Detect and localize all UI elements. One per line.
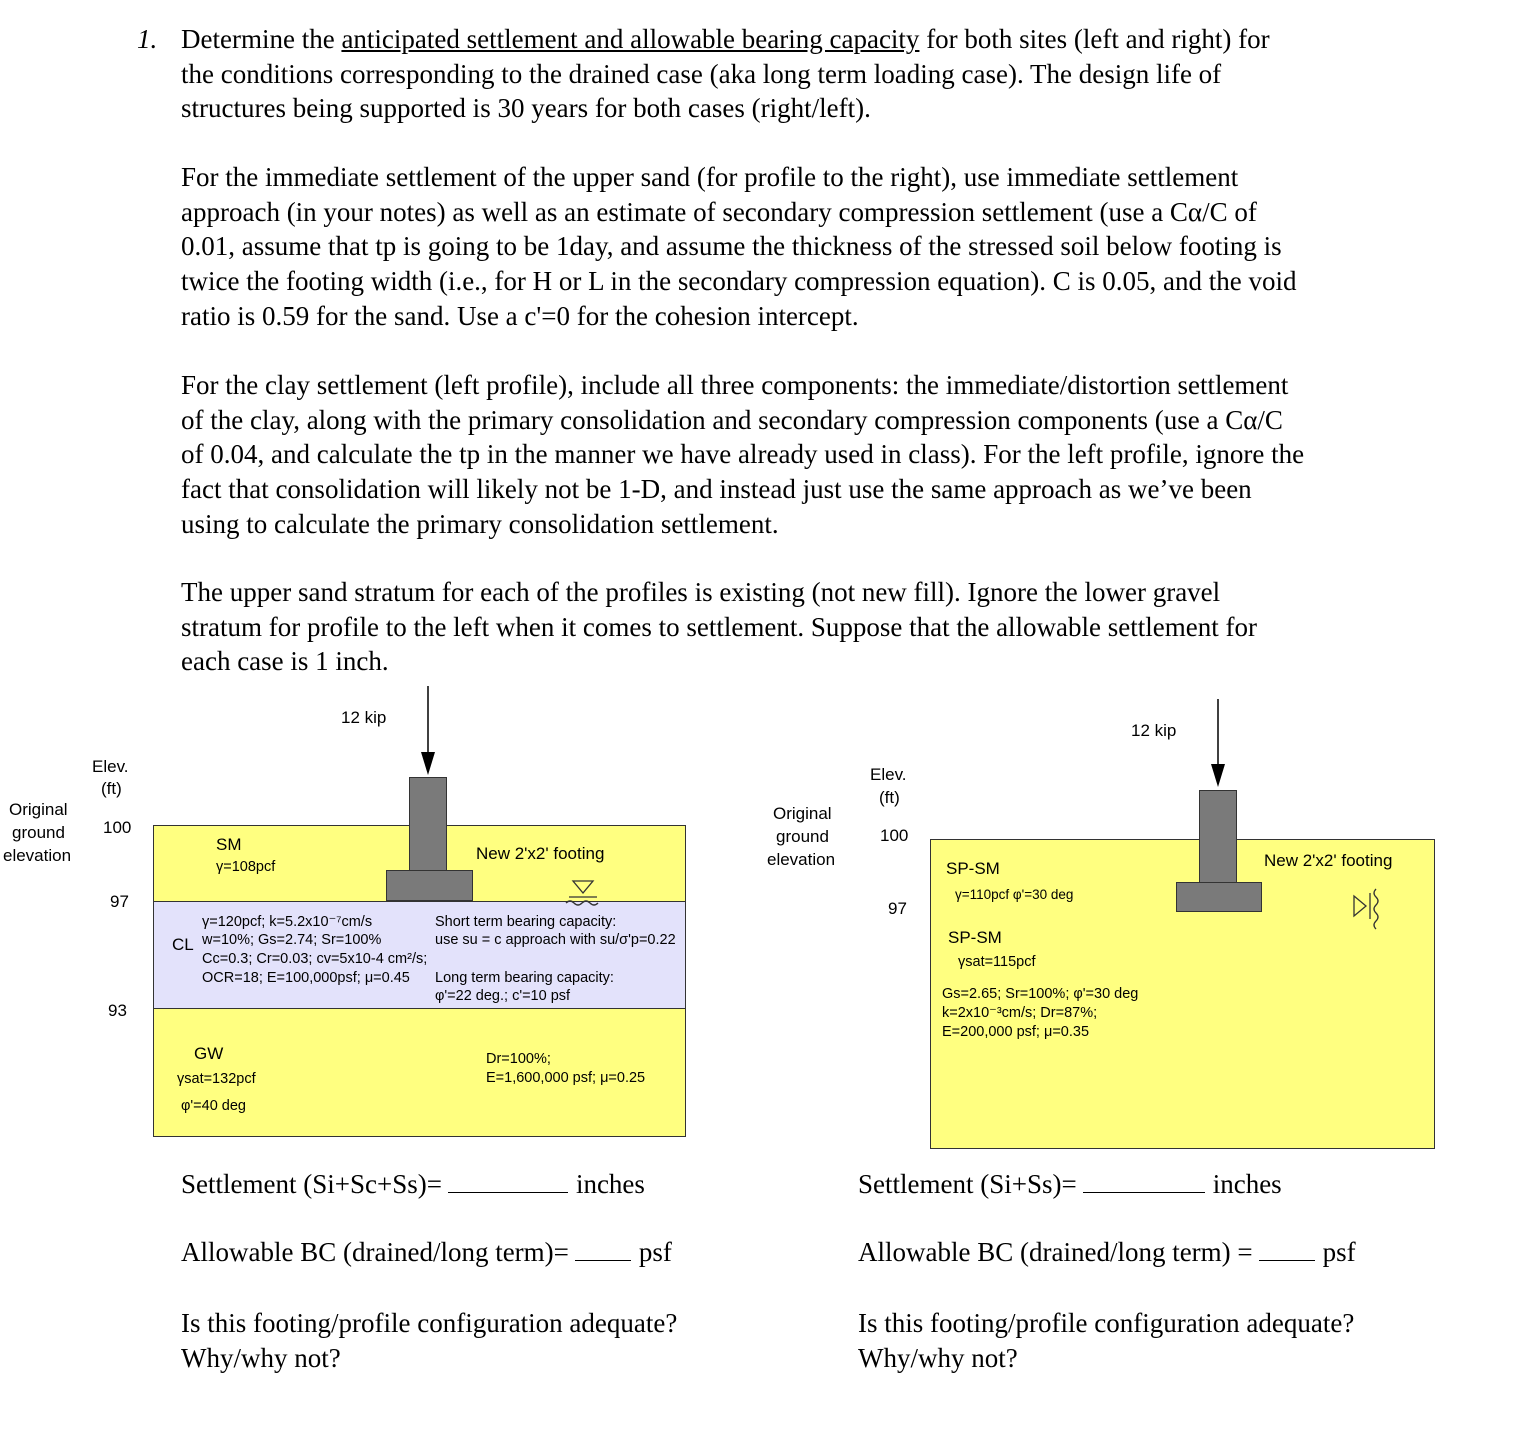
- right-elev-100: 100: [880, 826, 909, 845]
- right-adequacy-line-1: Is this footing/profile configuration adequate?: [858, 1308, 1355, 1338]
- left-cl-name: CL: [172, 935, 194, 954]
- right-water-table-icon: [1354, 889, 1378, 929]
- right-original-label: Original: [773, 804, 832, 823]
- intro-line-3: structures being supported is 30 years for both cases (right/left).: [181, 93, 871, 124]
- right-adequacy-line-2: Why/why not?: [858, 1342, 1018, 1373]
- clay-line-1: For the clay settlement (left profile), include all three components: the immediate/distortion settlement: [181, 370, 1289, 400]
- right-settlement-answer-blank[interactable]: [1083, 1168, 1205, 1193]
- right-settlement-question: [858, 1168, 1282, 1200]
- left-elev-93: 93: [108, 1001, 127, 1020]
- left-sm-unit-weight: γ=108pcf: [216, 859, 276, 875]
- sand-line-5: ratio is 0.59 for the sand. Use a c'=0 for the cohesion intercept.: [181, 300, 859, 331]
- problem-number: 1.: [137, 24, 158, 54]
- left-bc-unit: psf: [638, 1237, 672, 1267]
- right-upper-name: SP-SM: [946, 859, 1000, 878]
- right-bc-label: Allowable BC (drained/long term) =: [858, 1237, 1253, 1267]
- left-cl-line-2: w=10%; Gs=2.74; Sr=100%: [202, 932, 382, 948]
- clay-line-2: of the clay, along with the primary consolidation and secondary compression components (use a Cα/C: [181, 404, 1283, 435]
- clay-line-5: using to calculate the primary consolidation settlement.: [181, 508, 779, 539]
- left-load-arrow-icon: [421, 686, 435, 775]
- left-sm-name: SM: [216, 835, 242, 854]
- left-gw-modulus: E=1,600,000 psf; μ=0.25: [486, 1070, 646, 1086]
- left-short-term-detail: use su = c approach with su/σ'p=0.22: [435, 932, 676, 948]
- clay-line-4: fact that consolidation will likely not be 1-D, and instead just use the same approach as we’ve been: [181, 474, 1252, 505]
- left-bc-question: [181, 1236, 672, 1268]
- left-cl-line-4: OCR=18; E=100,000psf; μ=0.45: [202, 970, 410, 986]
- intro-line-1-start: Determine the: [181, 24, 342, 54]
- sand-line-2: approach (in your notes) as well as an estimate of secondary compression settlement (use a Cα/C of: [181, 196, 1257, 227]
- left-long-term-detail: φ'=22 deg.; c'=10 psf: [435, 988, 571, 1004]
- right-elev-title: Elev.: [870, 765, 907, 784]
- left-long-term-title: Long term bearing capacity:: [435, 970, 614, 986]
- left-adequacy-question: [181, 1306, 677, 1375]
- left-ground-label: ground: [12, 823, 65, 842]
- right-settlement-label: Settlement (Si+Ss)=: [858, 1169, 1077, 1199]
- left-adequacy-line-1: Is this footing/profile configuration adequate?: [181, 1308, 678, 1338]
- left-cl-line-1: γ=120pcf; k=5.2x10⁻⁷cm/s: [202, 914, 373, 930]
- left-settlement-question: [181, 1168, 645, 1200]
- left-adequacy-line-2: Why/why not?: [181, 1342, 341, 1373]
- sand-line-3: 0.01, assume that tp is going to be 1day, and assume the thickness of the stressed soil below footing is: [181, 231, 1282, 262]
- right-elev-unit: (ft): [879, 788, 900, 807]
- right-load-arrow-icon: [1211, 699, 1225, 787]
- left-water-table-icon: [566, 881, 598, 905]
- right-load-label: 12 kip: [1131, 721, 1177, 740]
- right-footing-label: New 2'x2' footing: [1264, 851, 1393, 870]
- right-lower-line-2: k=2x10⁻³cm/s; Dr=87%;: [942, 1005, 1098, 1021]
- right-settlement-unit: inches: [1212, 1169, 1282, 1199]
- left-original-label: Original: [9, 800, 68, 819]
- right-lower-name: SP-SM: [948, 928, 1002, 947]
- left-settlement-label: Settlement (Si+Sc+Ss)=: [181, 1169, 442, 1199]
- intro-line-1-end: for both sites (left and right) for: [919, 24, 1270, 54]
- right-elev-97: 97: [888, 899, 907, 918]
- right-adequacy-question: [858, 1306, 1354, 1375]
- left-elev-100: 100: [103, 818, 132, 837]
- left-elev-title: Elev.: [92, 757, 129, 776]
- right-elevation-label: elevation: [767, 850, 836, 869]
- left-elev-unit: (ft): [101, 779, 122, 798]
- left-settlement-answer-blank[interactable]: [448, 1168, 568, 1193]
- left-gw-relative-density: Dr=100%;: [486, 1051, 551, 1067]
- left-bc-label: Allowable BC (drained/long term)=: [181, 1237, 569, 1267]
- right-bc-answer-blank[interactable]: [1259, 1236, 1315, 1261]
- left-gw-name: GW: [194, 1044, 224, 1063]
- left-elevation-label: elevation: [3, 846, 72, 865]
- intro-underlined-phrase: anticipated settlement and allowable bearing capacity: [341, 24, 920, 54]
- left-gw-unit-weight: γsat=132pcf: [177, 1071, 256, 1087]
- left-short-term-title: Short term bearing capacity:: [435, 914, 617, 930]
- right-lower-unit-weight: γsat=115pcf: [958, 954, 1036, 970]
- right-lower-line-1: Gs=2.65; Sr=100%; φ'=30 deg: [942, 986, 1139, 1002]
- intro-line-2: the conditions corresponding to the drained case (aka long term loading case). The design life of: [181, 58, 1222, 89]
- right-upper-props: γ=110pcf φ'=30 deg: [955, 887, 1074, 902]
- stratum-line-2: stratum for profile to the left when it comes to settlement. Suppose that the allowable settlement for: [181, 611, 1257, 642]
- sand-line-4: twice the footing width (i.e., for H or L in the secondary compression equation). C is 0.05, and the void: [181, 266, 1297, 297]
- left-cl-line-3: Cc=0.3; Cr=0.03; cv=5x10-4 cm²/s;: [202, 951, 428, 967]
- clay-line-3: of 0.04, and calculate the tp in the manner we have already used in class). For the left profile, ignore the: [181, 439, 1305, 470]
- left-gw-friction-angle: φ'=40 deg: [181, 1098, 246, 1114]
- right-ground-label: ground: [776, 827, 829, 846]
- left-elev-97: 97: [110, 892, 129, 911]
- left-settlement-unit: inches: [575, 1169, 645, 1199]
- left-bc-answer-blank[interactable]: [575, 1236, 631, 1261]
- left-footing-label: New 2'x2' footing: [476, 844, 605, 863]
- right-bc-unit: psf: [1322, 1237, 1356, 1267]
- left-load-label: 12 kip: [341, 708, 387, 727]
- sand-line-1: For the immediate settlement of the upper sand (for profile to the right), use immediate settlement: [181, 162, 1239, 192]
- right-lower-line-3: E=200,000 psf; μ=0.35: [942, 1024, 1090, 1040]
- right-bc-question: [858, 1236, 1356, 1268]
- stratum-line-1: The upper sand stratum for each of the profiles is existing (not new fill). Ignore the lower gravel: [181, 577, 1221, 607]
- stratum-line-3: each case is 1 inch.: [181, 646, 389, 677]
